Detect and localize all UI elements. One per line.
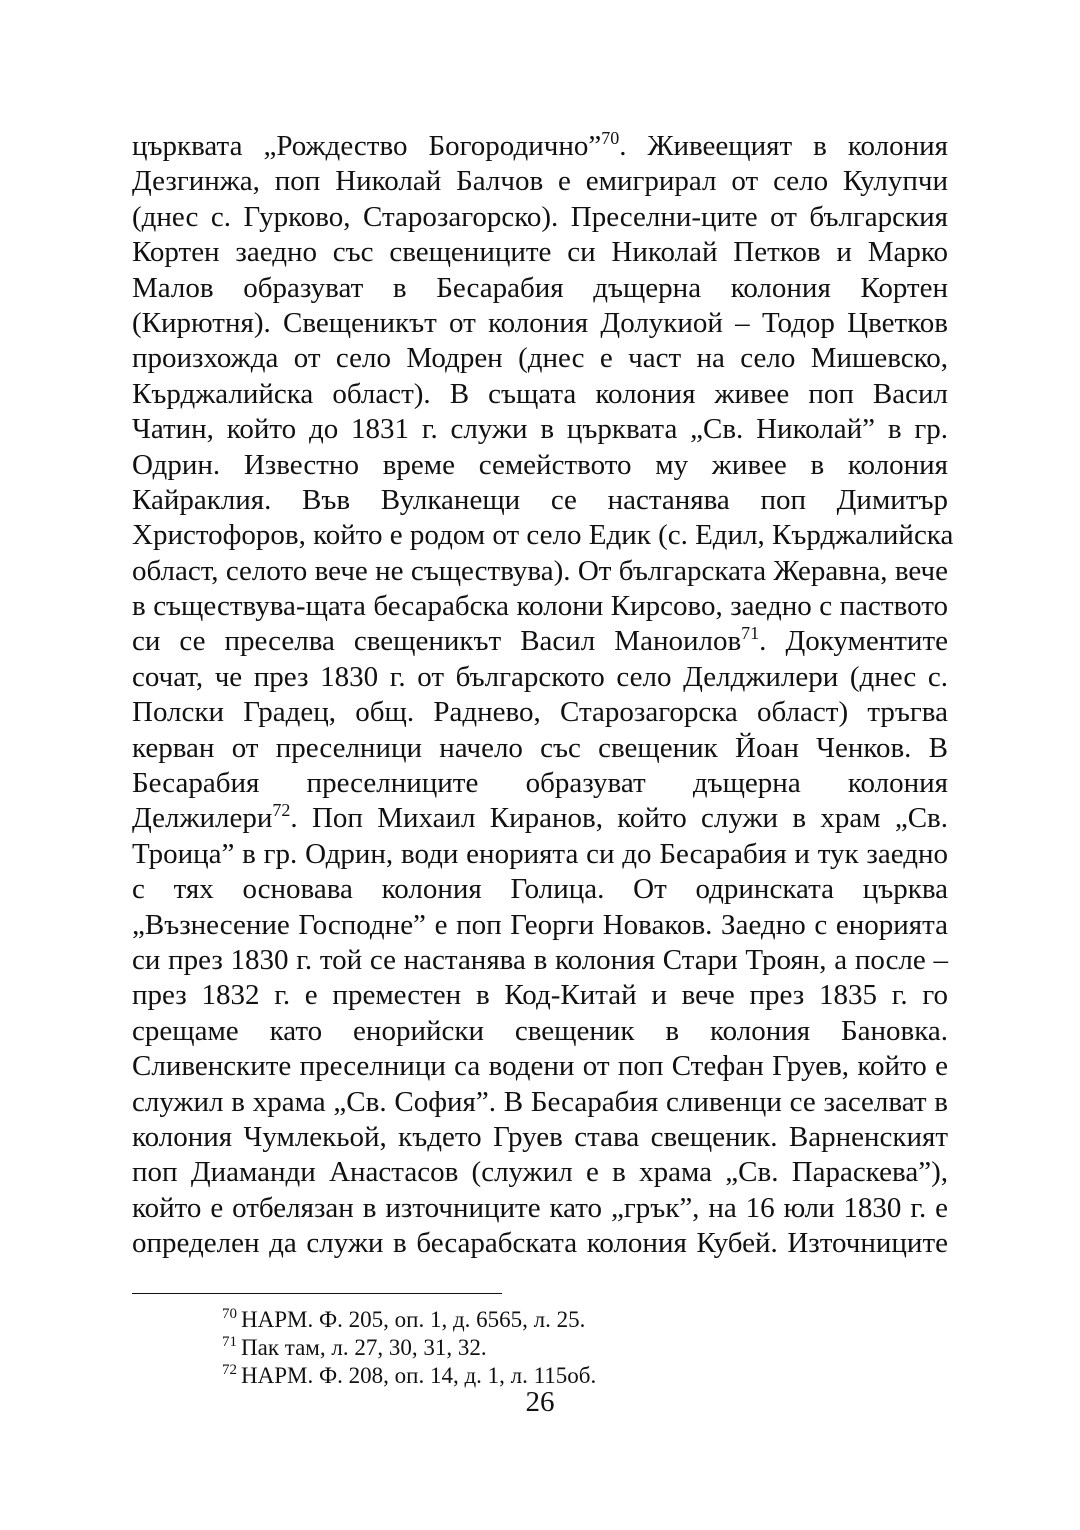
line-text: Бесарабия преселниците образуват дъщерна колония	[132, 767, 948, 800]
footnote-reference: 71	[741, 623, 760, 644]
line-text: „Възнесение Господне” е поп Георги Новаков. Заедно с енорията	[132, 908, 948, 941]
line-text: който е отбелязан в източниците като „грък”, на 16 юли 1830 г. е	[132, 1191, 948, 1224]
line-text-tail: . Живеещият в колония	[619, 130, 948, 162]
line-text: през 1832 г. е преместен в Код-Китай и вече през 1835 г. го	[132, 979, 948, 1012]
line-text: Кортен заедно със свещениците си Николай Петков и Марко	[132, 236, 948, 269]
line-text: в съществува-щата бесарабска колони Кирсово, заедно с паството	[132, 590, 948, 623]
text-line	[132, 412, 948, 447]
line-text: срещаме като енорийски свещеник в колония Бановка.	[132, 1014, 948, 1047]
text-line	[132, 448, 948, 483]
footnote-text: Пак там, л. 27, 30, 31, 32.	[241, 1335, 487, 1360]
footnote-text: НАРМ. Ф. 208, оп. 14, д. 1, л. 115об.	[241, 1363, 597, 1388]
text-line	[132, 801, 948, 836]
text-line	[132, 164, 948, 199]
footnote	[222, 1306, 596, 1334]
text-line	[132, 624, 948, 659]
text-line	[132, 1191, 948, 1226]
text-line	[132, 872, 948, 907]
line-text: си се преселва свещеникът Васил Маноилов	[132, 625, 742, 658]
line-text: Христофоров, който е родом от село Едик (с. Едил, Кърджалийска	[132, 519, 954, 552]
text-line	[132, 306, 948, 341]
text-line	[132, 235, 948, 270]
text-line	[132, 271, 948, 306]
line-text: определен да служи в бесарабската колония Кубей. Източниците	[132, 1227, 948, 1260]
text-line	[132, 377, 948, 412]
line-text: служил в храма „Св. София”. В Бесарабия сливенци се заселват в	[132, 1085, 948, 1118]
line-text: църквата „Рождество Богородично”	[132, 130, 602, 162]
line-text: област, селото вече не съществува). От българската Жеравна, вече	[132, 554, 948, 587]
text-line	[132, 731, 948, 766]
text-line	[132, 908, 948, 943]
text-line	[132, 483, 948, 518]
line-text: Делжилери	[132, 802, 273, 835]
line-text: керван от преселници начело със свещеник Йоан Ченков. В	[132, 731, 948, 764]
text-line	[132, 341, 948, 376]
page-number: 26	[525, 1386, 555, 1418]
line-text: с тях основава колония Голица. От одринската църква	[132, 873, 948, 906]
line-text: произхожда от село Модрен (днес е част на село Мишевско,	[132, 342, 948, 375]
text-line	[132, 1049, 948, 1084]
line-text: колония Чумлекьой, където Груев става свещеник. Варненският	[132, 1120, 948, 1153]
line-text-tail: . Документите	[759, 625, 949, 658]
line-text: Кърджалийска област). В същата колония живее поп Васил	[132, 377, 948, 410]
footnotes	[222, 1306, 596, 1390]
text-line	[132, 129, 948, 164]
line-text: Троица” в гр. Одрин, води енорията си до Бесарабия и тук заедно	[132, 837, 948, 870]
text-line	[132, 518, 954, 553]
text-line	[132, 1014, 948, 1049]
line-text: Полски Градец, общ. Раднево, Старозагорска област) тръгва	[132, 696, 948, 729]
footnote-number: 70	[222, 1306, 237, 1322]
text-line	[132, 1155, 948, 1190]
text-line	[132, 943, 948, 978]
line-text: Сливенските преселници са водени от поп Стефан Груев, който е	[132, 1050, 948, 1083]
line-text-tail: . Поп Михаил Киранов, който служи в храм „Св.	[290, 802, 948, 835]
text-line	[132, 589, 948, 624]
line-text: Одрин. Известно време семейството му живее в колония	[132, 448, 948, 481]
text-line	[132, 1120, 948, 1155]
line-text: Дезгинжа, поп Николай Балчов е емигрирал от село Кулупчи	[132, 165, 948, 198]
text-line	[132, 1085, 948, 1120]
text-line	[132, 978, 948, 1013]
line-text: (днес с. Гурково, Старозагорско). Преселни-ците от българския	[132, 200, 948, 233]
line-text: сочат, че през 1830 г. от българското село Делджилери (днес с.	[132, 660, 948, 693]
text-line	[132, 766, 948, 801]
line-text: си през 1830 г. той се настанява в колония Стари Троян, а после –	[132, 943, 948, 976]
text-line	[132, 695, 948, 730]
line-text: Малов образуват в Бесарабия дъщерна колония Кортен	[132, 271, 948, 304]
footnote-reference: 72	[272, 800, 291, 821]
text-line	[132, 554, 948, 589]
text-line	[132, 1226, 948, 1261]
footnote-number: 71	[222, 1334, 237, 1350]
footnote-reference: 70	[601, 128, 620, 148]
footnote	[222, 1334, 596, 1362]
body-text	[132, 128, 954, 1262]
line-text: поп Диаманди Анастасов (служил е в храма „Св. Параскева”),	[132, 1156, 948, 1189]
footnote-separator	[132, 1293, 502, 1294]
line-text: (Кирютня). Свещеникът от колония Долукиой – Тодор Цветков	[132, 306, 948, 339]
line-text: Кайраклия. Във Вулканещи се настанява поп Димитър	[132, 483, 948, 516]
footnote-number: 72	[222, 1362, 237, 1378]
text-line	[132, 660, 948, 695]
footnote-text: НАРМ. Ф. 205, оп. 1, д. 6565, л. 25.	[241, 1307, 586, 1332]
text-line	[132, 200, 948, 235]
text-line	[132, 837, 948, 872]
line-text: Чатин, който до 1831 г. служи в църквата „Св. Николай” в гр.	[132, 413, 948, 446]
